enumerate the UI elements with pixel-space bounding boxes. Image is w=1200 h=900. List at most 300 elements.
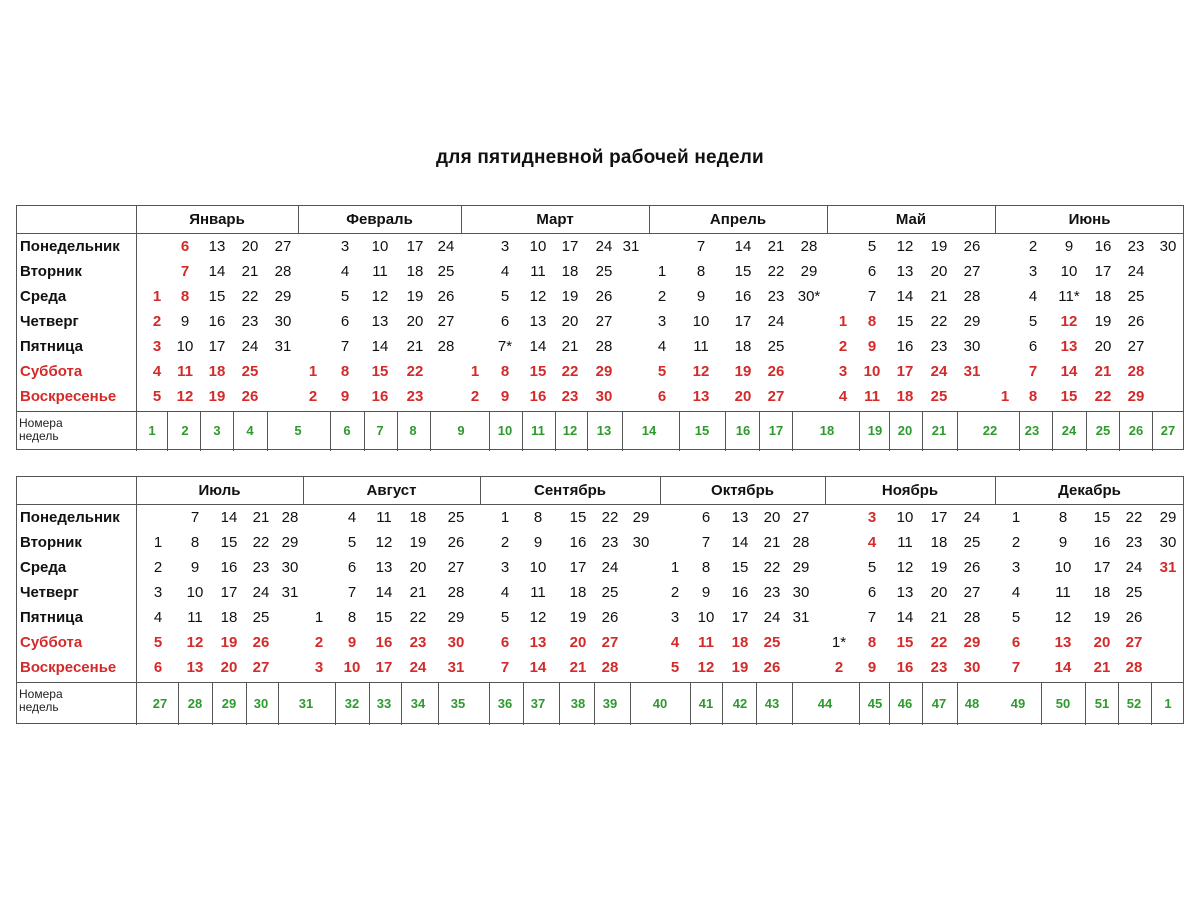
week-cell-divider: [278, 682, 279, 725]
day-number: 13: [896, 263, 914, 280]
day-number: 4: [670, 634, 680, 651]
day-number: 31: [792, 609, 810, 626]
day-number: 29: [281, 534, 299, 551]
day-name: Суббота: [20, 363, 83, 380]
day-number: 9: [347, 634, 357, 651]
day-number: 3: [340, 238, 350, 255]
day-number: 5: [670, 659, 680, 676]
month-name: Февраль: [346, 211, 413, 228]
day-number: 18: [1094, 288, 1112, 305]
day-number: 5: [500, 288, 510, 305]
day-number: 16: [220, 559, 238, 576]
day-number: 23: [252, 559, 270, 576]
week-cell-divider: [1151, 682, 1152, 725]
day-number: 6: [153, 659, 163, 676]
day-number: 17: [1094, 263, 1112, 280]
day-number: 3: [314, 659, 324, 676]
week-number: 29: [221, 696, 237, 711]
day-number: 7: [701, 534, 711, 551]
month-name: Апрель: [709, 211, 767, 228]
month-name: Август: [366, 482, 417, 499]
week-number: 44: [817, 696, 833, 711]
day-number: 26: [252, 634, 270, 651]
day-number: 24: [930, 363, 948, 380]
day-number: 19: [208, 388, 226, 405]
day-number: 2: [838, 338, 848, 355]
day-number: 30: [1159, 238, 1177, 255]
day-number: 9: [533, 534, 543, 551]
day-number: 3: [657, 313, 667, 330]
day-number: 20: [409, 559, 427, 576]
day-number: 23: [767, 288, 785, 305]
day-number: 11: [864, 388, 880, 405]
day-number: 21: [406, 338, 424, 355]
day-number: 6: [500, 634, 510, 651]
week-number: 9: [457, 423, 465, 438]
day-number: 7: [190, 509, 200, 526]
day-number: 1: [657, 263, 667, 280]
calendar-first-half: [16, 205, 1184, 450]
day-number: 28: [595, 338, 613, 355]
day-number: 13: [208, 238, 226, 255]
day-number: 12: [896, 238, 914, 255]
day-number: 2: [152, 313, 162, 330]
day-number: 23: [601, 534, 619, 551]
day-number: 22: [930, 634, 948, 651]
day-number: 7: [867, 609, 877, 626]
day-number: 17: [208, 338, 226, 355]
day-number: 27: [252, 659, 270, 676]
day-number: 5: [153, 634, 163, 651]
day-number: 6: [657, 388, 667, 405]
day-number: 20: [734, 388, 752, 405]
day-number: 26: [437, 288, 455, 305]
day-number: 7*: [497, 338, 513, 355]
day-number: 17: [375, 659, 393, 676]
day-number: 6: [347, 559, 357, 576]
day-number: 21: [241, 263, 259, 280]
day-number: 21: [763, 534, 781, 551]
day-number: 12: [896, 559, 914, 576]
day-number: 22: [252, 534, 270, 551]
day-number: 15: [896, 313, 914, 330]
week-number: 47: [931, 696, 947, 711]
day-number: 19: [930, 238, 948, 255]
day-number: 14: [529, 659, 547, 676]
day-number: 18: [731, 634, 749, 651]
day-number: 8: [190, 534, 200, 551]
week-cell-divider: [725, 411, 726, 451]
day-number: 14: [731, 534, 749, 551]
day-number: 24: [1125, 559, 1143, 576]
day-number: 16: [1093, 534, 1111, 551]
day-number: 25: [767, 338, 785, 355]
day-number: 4: [347, 509, 357, 526]
week-number: 12: [562, 423, 578, 438]
day-number: 13: [375, 559, 393, 576]
day-number: 1: [500, 509, 510, 526]
week-number: 38: [570, 696, 586, 711]
day-number: 27: [274, 238, 292, 255]
day-number: 7: [1011, 659, 1021, 676]
header-divider: [17, 504, 1183, 505]
day-number: 2: [308, 388, 318, 405]
day-number: 28: [963, 288, 981, 305]
day-number: 27: [1127, 338, 1145, 355]
day-number: 6: [1011, 634, 1021, 651]
day-number: 28: [601, 659, 619, 676]
day-number: 5: [1028, 313, 1038, 330]
day-number: 19: [409, 534, 427, 551]
day-number: 8: [867, 313, 877, 330]
month-name: Январь: [189, 211, 245, 228]
week-cell-divider: [1086, 411, 1087, 451]
day-number: 6: [867, 584, 877, 601]
week-number: 8: [409, 423, 417, 438]
day-number: 5: [347, 534, 357, 551]
day-number: 9: [1058, 534, 1068, 551]
day-number: 19: [406, 288, 424, 305]
day-number: 18: [561, 263, 579, 280]
day-number: 30: [281, 559, 299, 576]
week-number: 33: [376, 696, 392, 711]
day-number: 12: [375, 534, 393, 551]
day-number: 3: [1028, 263, 1038, 280]
day-number: 1: [838, 313, 848, 330]
week-number: 15: [694, 423, 710, 438]
week-number: 32: [344, 696, 360, 711]
day-number: 2: [1028, 238, 1038, 255]
day-name: Вторник: [20, 263, 82, 280]
week-number: 35: [450, 696, 466, 711]
day-number: 2: [1011, 534, 1021, 551]
header-divider: [17, 233, 1183, 234]
day-number: 15: [734, 263, 752, 280]
day-number: 15: [220, 534, 238, 551]
day-number: 25: [963, 534, 981, 551]
calendar-second-half: [16, 476, 1184, 724]
day-number: 21: [561, 338, 579, 355]
day-number: 26: [1125, 609, 1143, 626]
day-number: 11: [376, 509, 392, 526]
day-number: 23: [1125, 534, 1143, 551]
day-number: 16: [371, 388, 389, 405]
day-number: 19: [930, 559, 948, 576]
day-number: 20: [569, 634, 587, 651]
day-number: 21: [569, 659, 587, 676]
week-number: 1: [148, 423, 156, 438]
day-number: 22: [601, 509, 619, 526]
day-number: 15: [569, 509, 587, 526]
day-number: 29: [963, 634, 981, 651]
day-number: 1: [308, 363, 318, 380]
week-cell-divider: [922, 682, 923, 725]
week-number: 40: [652, 696, 668, 711]
day-number: 20: [220, 659, 238, 676]
week-number: 50: [1055, 696, 1071, 711]
day-number: 20: [763, 509, 781, 526]
day-number: 21: [767, 238, 785, 255]
day-number: 9: [180, 313, 190, 330]
week-number: 49: [1010, 696, 1026, 711]
day-number: 15: [529, 363, 547, 380]
day-name: Пятница: [20, 609, 83, 626]
week-number: 22: [982, 423, 998, 438]
day-number: 17: [734, 313, 752, 330]
day-name: Среда: [20, 559, 67, 576]
week-number: 21: [931, 423, 947, 438]
day-number: 23: [930, 338, 948, 355]
day-number: 6: [701, 509, 711, 526]
day-number: 24: [763, 609, 781, 626]
week-number: 31: [298, 696, 314, 711]
day-number: 17: [569, 559, 587, 576]
day-number: 16: [896, 659, 914, 676]
day-number: 11: [177, 363, 193, 380]
day-number: 12: [529, 609, 547, 626]
day-number: 8: [500, 363, 510, 380]
day-number: 27: [767, 388, 785, 405]
week-cell-divider: [630, 682, 631, 725]
day-name: Воскресенье: [20, 659, 117, 676]
day-number: 27: [963, 584, 981, 601]
day-name: Вторник: [20, 534, 82, 551]
day-number: 30: [963, 659, 981, 676]
day-number: 6: [180, 238, 190, 255]
day-name: Пятница: [20, 338, 83, 355]
week-number: 2: [181, 423, 189, 438]
week-number: 5: [294, 423, 302, 438]
week-cell-divider: [430, 411, 431, 451]
day-number: 11: [530, 263, 546, 280]
day-number: 29: [274, 288, 292, 305]
day-number: 11: [187, 609, 203, 626]
day-number: 28: [437, 338, 455, 355]
day-number: 29: [632, 509, 650, 526]
day-number: 18: [1093, 584, 1111, 601]
day-number: 22: [561, 363, 579, 380]
day-number: 16: [731, 584, 749, 601]
day-number: 28: [963, 609, 981, 626]
day-number: 19: [1094, 313, 1112, 330]
day-number: 24: [409, 659, 427, 676]
day-number: 14: [896, 609, 914, 626]
day-number: 22: [767, 263, 785, 280]
day-number: 13: [186, 659, 204, 676]
day-name: Среда: [20, 288, 67, 305]
week-cell-divider: [922, 411, 923, 451]
day-number: 27: [963, 263, 981, 280]
day-number: 2: [500, 534, 510, 551]
day-number: 11: [372, 263, 388, 280]
day-number: 2: [314, 634, 324, 651]
month-name: Декабрь: [1058, 482, 1121, 499]
day-number: 31: [447, 659, 465, 676]
week-numbers-label: Номера недель: [19, 687, 63, 714]
week-number: 27: [152, 696, 168, 711]
day-number: 2: [470, 388, 480, 405]
week-number: 10: [497, 423, 513, 438]
day-number: 30*: [797, 288, 821, 305]
week-number: 23: [1024, 423, 1040, 438]
day-number: 13: [692, 388, 710, 405]
day-number: 13: [1054, 634, 1072, 651]
day-number: 15: [731, 559, 749, 576]
week-number: 3: [213, 423, 221, 438]
day-number: 31: [622, 238, 640, 255]
day-number: 25: [930, 388, 948, 405]
day-number: 9: [190, 559, 200, 576]
day-number: 31: [1159, 559, 1177, 576]
week-row-divider: [17, 682, 1183, 683]
day-number: 4: [657, 338, 667, 355]
day-number: 2: [657, 288, 667, 305]
day-number: 15: [375, 609, 393, 626]
day-number: 10: [1060, 263, 1078, 280]
week-cell-divider: [200, 411, 201, 451]
day-number: 16: [208, 313, 226, 330]
day-number: 15: [1060, 388, 1078, 405]
day-number: 24: [595, 238, 613, 255]
day-number: 5: [867, 559, 877, 576]
day-number: 28: [1125, 659, 1143, 676]
month-name: Июль: [198, 482, 241, 499]
day-name: Четверг: [20, 313, 79, 330]
day-number: 7: [180, 263, 190, 280]
day-number: 26: [963, 559, 981, 576]
day-number: 4: [152, 363, 162, 380]
day-number: 15: [896, 634, 914, 651]
day-number: 8: [347, 609, 357, 626]
page-title: для пятидневной рабочей недели: [436, 147, 764, 168]
week-numbers-label: Номера недель: [19, 416, 63, 443]
day-number: 3: [867, 509, 877, 526]
day-number: 21: [930, 288, 948, 305]
week-number: 39: [602, 696, 618, 711]
week-cell-divider: [759, 411, 760, 451]
day-number: 22: [1125, 509, 1143, 526]
week-number: 17: [768, 423, 784, 438]
day-number: 12: [176, 388, 194, 405]
day-number: 29: [447, 609, 465, 626]
day-number: 13: [529, 634, 547, 651]
week-number: 48: [964, 696, 980, 711]
day-number: 15: [1093, 509, 1111, 526]
day-number: 10: [692, 313, 710, 330]
day-number: 25: [252, 609, 270, 626]
day-number: 28: [281, 509, 299, 526]
day-number: 11: [698, 634, 714, 651]
week-cell-divider: [1119, 411, 1120, 451]
week-cell-divider: [212, 682, 213, 725]
day-number: 4: [838, 388, 848, 405]
day-number: 8: [696, 263, 706, 280]
day-number: 24: [601, 559, 619, 576]
day-number: 28: [274, 263, 292, 280]
day-name: Четверг: [20, 584, 79, 601]
day-number: 17: [930, 509, 948, 526]
day-number: 29: [792, 559, 810, 576]
day-number: 8: [867, 634, 877, 651]
week-cell-divider: [438, 682, 439, 725]
day-number: 22: [1094, 388, 1112, 405]
day-number: 24: [241, 338, 259, 355]
day-number: 3: [500, 238, 510, 255]
week-number: 34: [410, 696, 426, 711]
week-cell-divider: [559, 682, 560, 725]
day-number: 7: [340, 338, 350, 355]
day-number: 10: [371, 238, 389, 255]
day-number: 5: [500, 609, 510, 626]
day-number: 29: [1159, 509, 1177, 526]
week-number: 1: [1164, 696, 1172, 711]
day-number: 12: [529, 288, 547, 305]
week-number: 26: [1128, 423, 1144, 438]
day-number: 10: [529, 238, 547, 255]
day-number: 14: [375, 584, 393, 601]
day-number: 4: [1028, 288, 1038, 305]
day-number: 14: [529, 338, 547, 355]
day-number: 23: [241, 313, 259, 330]
day-number: 28: [800, 238, 818, 255]
week-number: 41: [698, 696, 714, 711]
day-number: 22: [763, 559, 781, 576]
day-number: 19: [731, 659, 749, 676]
day-number: 7: [347, 584, 357, 601]
day-number: 15: [208, 288, 226, 305]
day-number: 10: [176, 338, 194, 355]
day-number: 24: [252, 584, 270, 601]
day-number: 12: [1054, 609, 1072, 626]
day-number: 17: [1093, 559, 1111, 576]
day-number: 2: [153, 559, 163, 576]
day-number: 23: [763, 584, 781, 601]
day-column-divider: [136, 477, 137, 725]
day-number: 10: [186, 584, 204, 601]
day-number: 21: [252, 509, 270, 526]
day-number: 25: [437, 263, 455, 280]
day-number: 26: [447, 534, 465, 551]
day-name: Понедельник: [20, 238, 120, 255]
day-number: 13: [896, 584, 914, 601]
month-name: Октябрь: [711, 482, 774, 499]
day-number: 27: [437, 313, 455, 330]
week-number: 36: [497, 696, 513, 711]
month-name: Май: [895, 211, 927, 228]
day-number: 1: [153, 534, 163, 551]
day-number: 5: [1011, 609, 1021, 626]
week-cell-divider: [1085, 682, 1086, 725]
day-number: 1: [1011, 509, 1021, 526]
month-name: Ноябрь: [881, 482, 939, 499]
day-number: 10: [343, 659, 361, 676]
week-cell-divider: [792, 411, 793, 451]
day-number: 1: [152, 288, 162, 305]
week-cell-divider: [1041, 682, 1042, 725]
day-number: 25: [763, 634, 781, 651]
day-number: 9: [1064, 238, 1074, 255]
day-number: 12: [697, 659, 715, 676]
day-number: 5: [340, 288, 350, 305]
day-number: 17: [406, 238, 424, 255]
day-number: 16: [375, 634, 393, 651]
week-cell-divider: [267, 411, 268, 451]
week-number: 28: [187, 696, 203, 711]
day-number: 16: [896, 338, 914, 355]
day-number: 14: [208, 263, 226, 280]
day-number: 16: [1094, 238, 1112, 255]
day-number: 9: [867, 659, 877, 676]
